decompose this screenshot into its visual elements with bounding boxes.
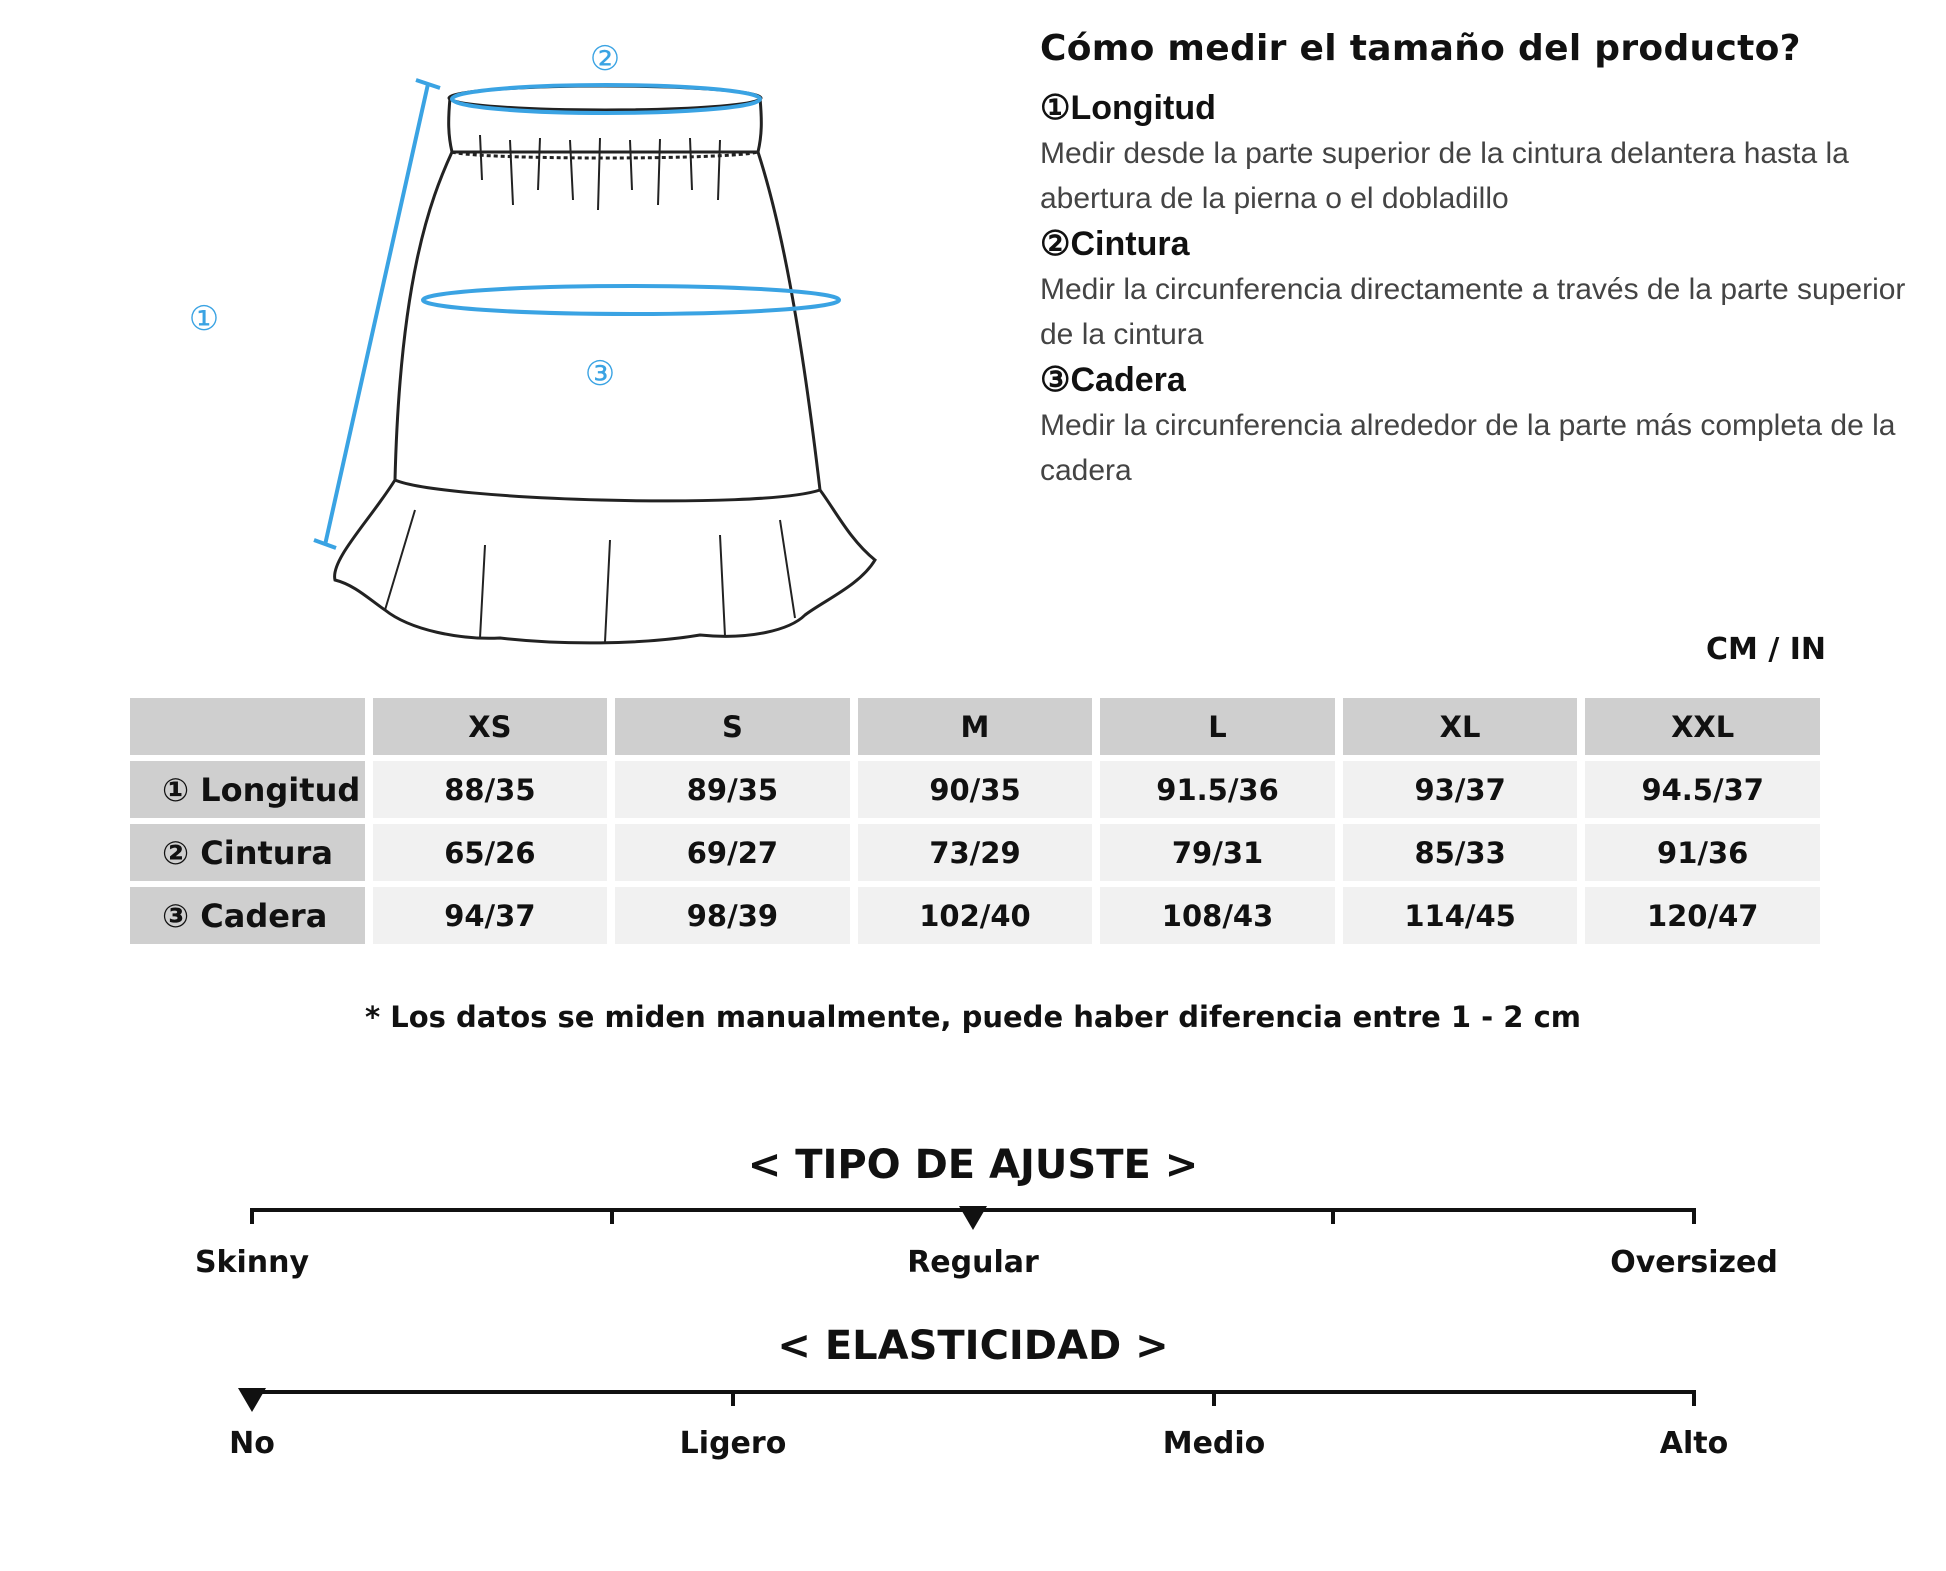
size-col-xxl: XXL — [1585, 698, 1820, 755]
elasticity-selected-marker-icon — [238, 1388, 266, 1412]
skirt-measurement-diagram — [180, 40, 900, 660]
elasticity-tick — [731, 1390, 735, 1406]
table-cell: 85/33 — [1343, 824, 1578, 881]
table-cell: 88/35 — [373, 761, 608, 818]
table-row — [130, 887, 1820, 944]
size-header-row — [130, 698, 1820, 755]
table-cell: 91/36 — [1585, 824, 1820, 881]
guide-title: Cómo medir el tamaño del producto? — [1040, 28, 1801, 69]
size-col-xs: XS — [373, 698, 608, 755]
fit-selected-marker-icon — [959, 1206, 987, 1230]
guide-hip-title: ③Cadera — [1040, 361, 1186, 399]
fit-tick — [610, 1208, 614, 1224]
table-cell: 102/40 — [858, 887, 1093, 944]
guide-hip-desc: Medir la circunferencia alrededor de la parte más completa de la cadera — [1040, 409, 1896, 487]
waist-marker: ② — [589, 40, 621, 79]
guide-length-desc: Medir desde la parte superior de la cintura delantera hasta la abertura de la pierna o el dobladillo — [1040, 137, 1849, 215]
row-label-length: ① Longitud — [130, 761, 365, 818]
length-measure-line — [325, 84, 428, 545]
measure-lines — [314, 80, 839, 548]
table-row — [130, 824, 1820, 881]
elasticity-title: < ELASTICIDAD > — [777, 1323, 1169, 1369]
size-col-s: S — [615, 698, 850, 755]
table-cell: 73/29 — [858, 824, 1093, 881]
table-cell: 90/35 — [858, 761, 1093, 818]
elasticity-label-medio: Medio — [1162, 1426, 1266, 1461]
length-marker: ① — [188, 299, 220, 339]
table-cell: 98/39 — [615, 887, 850, 944]
guide-waist-desc: Medir la circunferencia directamente a través de la parte superior de la cintura — [1040, 273, 1906, 351]
row-label-waist: ② Cintura — [130, 824, 365, 881]
guide-waist-title: ②Cintura — [1040, 225, 1190, 263]
table-cell: 94.5/37 — [1585, 761, 1820, 818]
size-col-m: M — [858, 698, 1093, 755]
elasticity-label-ligero: Ligero — [679, 1426, 787, 1461]
elasticity-scale-line — [250, 1390, 1696, 1394]
size-col-xl: XL — [1343, 698, 1578, 755]
elasticity-tick — [1212, 1390, 1216, 1406]
fit-label-skinny: Skinny — [194, 1245, 310, 1280]
measurement-guide — [1040, 28, 1920, 495]
measurement-note: * Los datos se miden manualmente, puede haber diferencia entre 1 - 2 cm — [365, 1000, 1581, 1034]
table-cell: 69/27 — [615, 824, 850, 881]
table-cell: 120/47 — [1585, 887, 1820, 944]
table-cell: 114/45 — [1343, 887, 1578, 944]
fit-label-oversized: Oversized — [1610, 1245, 1778, 1280]
fit-tick — [1331, 1208, 1335, 1224]
table-cell: 93/37 — [1343, 761, 1578, 818]
fit-label-regular: Regular — [907, 1245, 1039, 1280]
elasticity-label-alto: Alto — [1659, 1426, 1729, 1461]
table-row — [130, 761, 1820, 818]
header-corner — [130, 698, 365, 755]
table-cell: 108/43 — [1100, 887, 1335, 944]
guide-length-title: ①Longitud — [1040, 89, 1216, 127]
row-label-hip: ③ Cadera — [130, 887, 365, 944]
fit-title: < TIPO DE AJUSTE > — [747, 1142, 1199, 1188]
unit-label: CM / IN — [1706, 632, 1826, 667]
hip-marker: ③ — [584, 354, 616, 394]
hip-measure-ellipse — [423, 286, 839, 314]
elasticity-tick — [1692, 1390, 1696, 1406]
fit-tick — [1692, 1208, 1696, 1224]
table-cell: 89/35 — [615, 761, 850, 818]
table-cell: 65/26 — [373, 824, 608, 881]
table-cell: 79/31 — [1100, 824, 1335, 881]
elasticity-label-no: No — [229, 1426, 275, 1461]
size-table — [122, 692, 1828, 950]
fit-tick — [250, 1208, 254, 1224]
table-cell: 91.5/36 — [1100, 761, 1335, 818]
size-col-l: L — [1100, 698, 1335, 755]
table-cell: 94/37 — [373, 887, 608, 944]
